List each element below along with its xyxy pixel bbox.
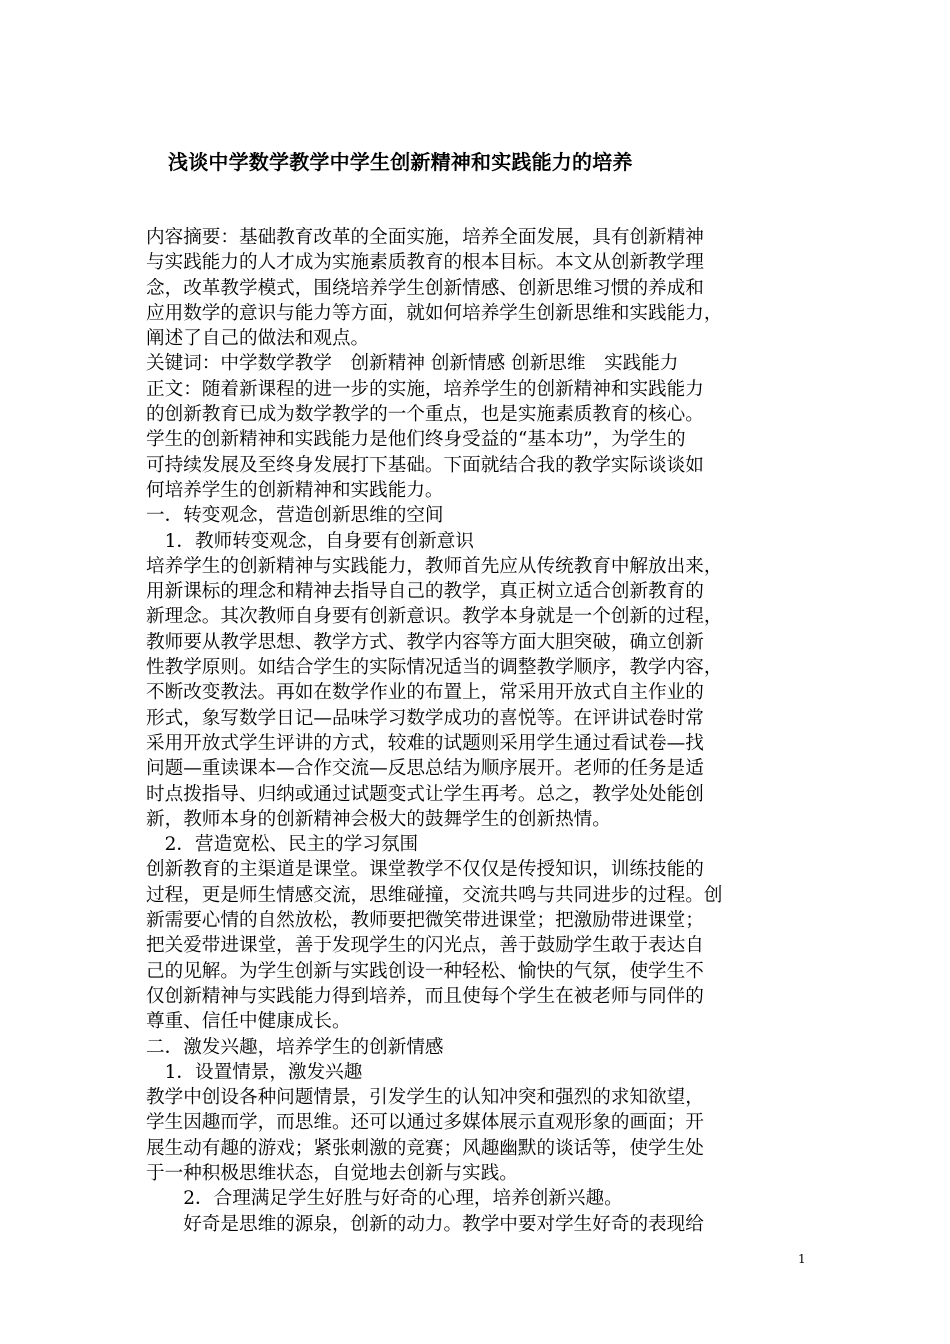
text-line: 可持续发展及至终身发展打下基础。下面就结合我的教学实际谈谈如 [146, 454, 704, 476]
subsection-heading: 2．合理满足学生好胜与好奇的心理，培养创新兴趣。 [146, 1188, 623, 1210]
text-line: 阐述了自己的做法和观点。 [146, 328, 370, 350]
text-line: 的创新教育已成为数学教学的一个重点，也是实施素质教育的核心。 [146, 404, 704, 426]
text-line: 展生动有趣的游戏；紧张刺激的竞赛；风趣幽默的谈话等，使学生处 [146, 1137, 704, 1159]
text-line: 新理念。其次教师自身要有创新意识。教学本身就是一个创新的过程， [146, 606, 723, 628]
text-line: 性教学原则。如结合学生的实际情况适当的调整教学顺序，教学内容， [146, 657, 723, 679]
text-line: 己的见解。为学生创新与实践创设一种轻松、愉快的气氛，使学生不 [146, 960, 704, 982]
document-body [146, 225, 816, 1237]
section-heading: 一．转变观念，营造创新思维的空间 [146, 505, 444, 527]
text-line: 把关爱带进课堂，善于发现学生的闪光点，善于鼓励学生敢于表达自 [146, 935, 704, 957]
text-line: 采用开放式学生评讲的方式，较难的试题则采用学生通过看试卷—找 [146, 732, 704, 754]
text-line: 用新课标的理念和精神去指导自己的教学，真正树立适合创新教育的 [146, 581, 704, 603]
text-line: 形式，象写数学日记—品味学习数学成功的喜悦等。在评讲试卷时常 [146, 707, 704, 729]
section-heading: 二．激发兴趣，培养学生的创新情感 [146, 1036, 444, 1058]
text-line: 培养学生的创新精神与实践能力，教师首先应从传统教育中解放出来， [146, 555, 723, 577]
text-line: 于一种积极思维状态，自觉地去创新与实践。 [146, 1162, 518, 1184]
text-line: 时点拨指导、归纳或通过试题变式让学生再考。总之，教学处处能创 [146, 783, 704, 805]
text-line: 学生因趣而学，而思维。还可以通过多媒体展示直观形象的画面；开 [146, 1112, 704, 1134]
subsection-heading: 1．教师转变观念，自身要有创新意识 [146, 530, 474, 552]
subsection-heading: 2．营造宽松、民主的学习氛围 [146, 834, 419, 856]
text-line: 不断改变教法。再如在数学作业的布置上，常采用开放式自主作业的 [146, 682, 704, 704]
text-line: 何培养学生的创新精神和实践能力。 [146, 479, 444, 501]
text-line: 教学中创设各种问题情景，引发学生的认知冲突和强烈的求知欲望， [146, 1087, 704, 1109]
text-line: 仅创新精神与实践能力得到培养，而且使每个学生在被老师与同伴的 [146, 985, 704, 1007]
text-line: 过程，更是师生情感交流，思维碰撞，交流共鸣与共同进步的过程。创 [146, 884, 723, 906]
text-line: 好奇是思维的源泉，创新的动力。教学中要对学生好奇的表现给 [146, 1213, 704, 1235]
text-line: 新，教师本身的创新精神会极大的鼓舞学生的创新热情。 [146, 808, 611, 830]
text-line: 新需要心情的自然放松，教师要把微笑带进课堂；把激励带进课堂； [146, 910, 704, 932]
text-line: 念，改革教学模式，围绕培养学生创新情感、创新思维习惯的养成和 [146, 277, 704, 299]
text-line: 应用数学的意识与能力等方面，就如何培养学生创新思维和实践能力， [146, 302, 723, 324]
subsection-heading: 1．设置情景，激发兴趣 [146, 1061, 363, 1083]
document-title: 浅谈中学数学教学中学生创新精神和实践能力的培养 [168, 150, 633, 174]
text-line: 问题—重读课本—合作交流—反思总结为顺序展开。老师的任务是适 [146, 758, 704, 780]
keywords-line: 关键词：中学数学教学 创新精神 创新情感 创新思维 实践能力 [146, 353, 679, 375]
page-number: 1 [798, 1252, 806, 1266]
text-line: 正文：随着新课程的进一步的实施，培养学生的创新精神和实践能力 [146, 378, 704, 400]
text-line: 内容摘要：基础教育改革的全面实施，培养全面发展，具有创新精神 [146, 227, 704, 248]
text-line: 学生的创新精神和实践能力是他们终身受益的“基本功”，为学生的 [146, 429, 686, 451]
text-line: 与实践能力的人才成为实施素质教育的根本目标。本文从创新教学理 [146, 252, 704, 274]
text-line: 教师要从教学思想、教学方式、教学内容等方面大胆突破，确立创新 [146, 631, 704, 653]
text-line: 创新教育的主渠道是课堂。课堂教学不仅仅是传授知识，训练技能的 [146, 859, 704, 881]
text-line: 尊重、信任中健康成长。 [146, 1011, 351, 1033]
